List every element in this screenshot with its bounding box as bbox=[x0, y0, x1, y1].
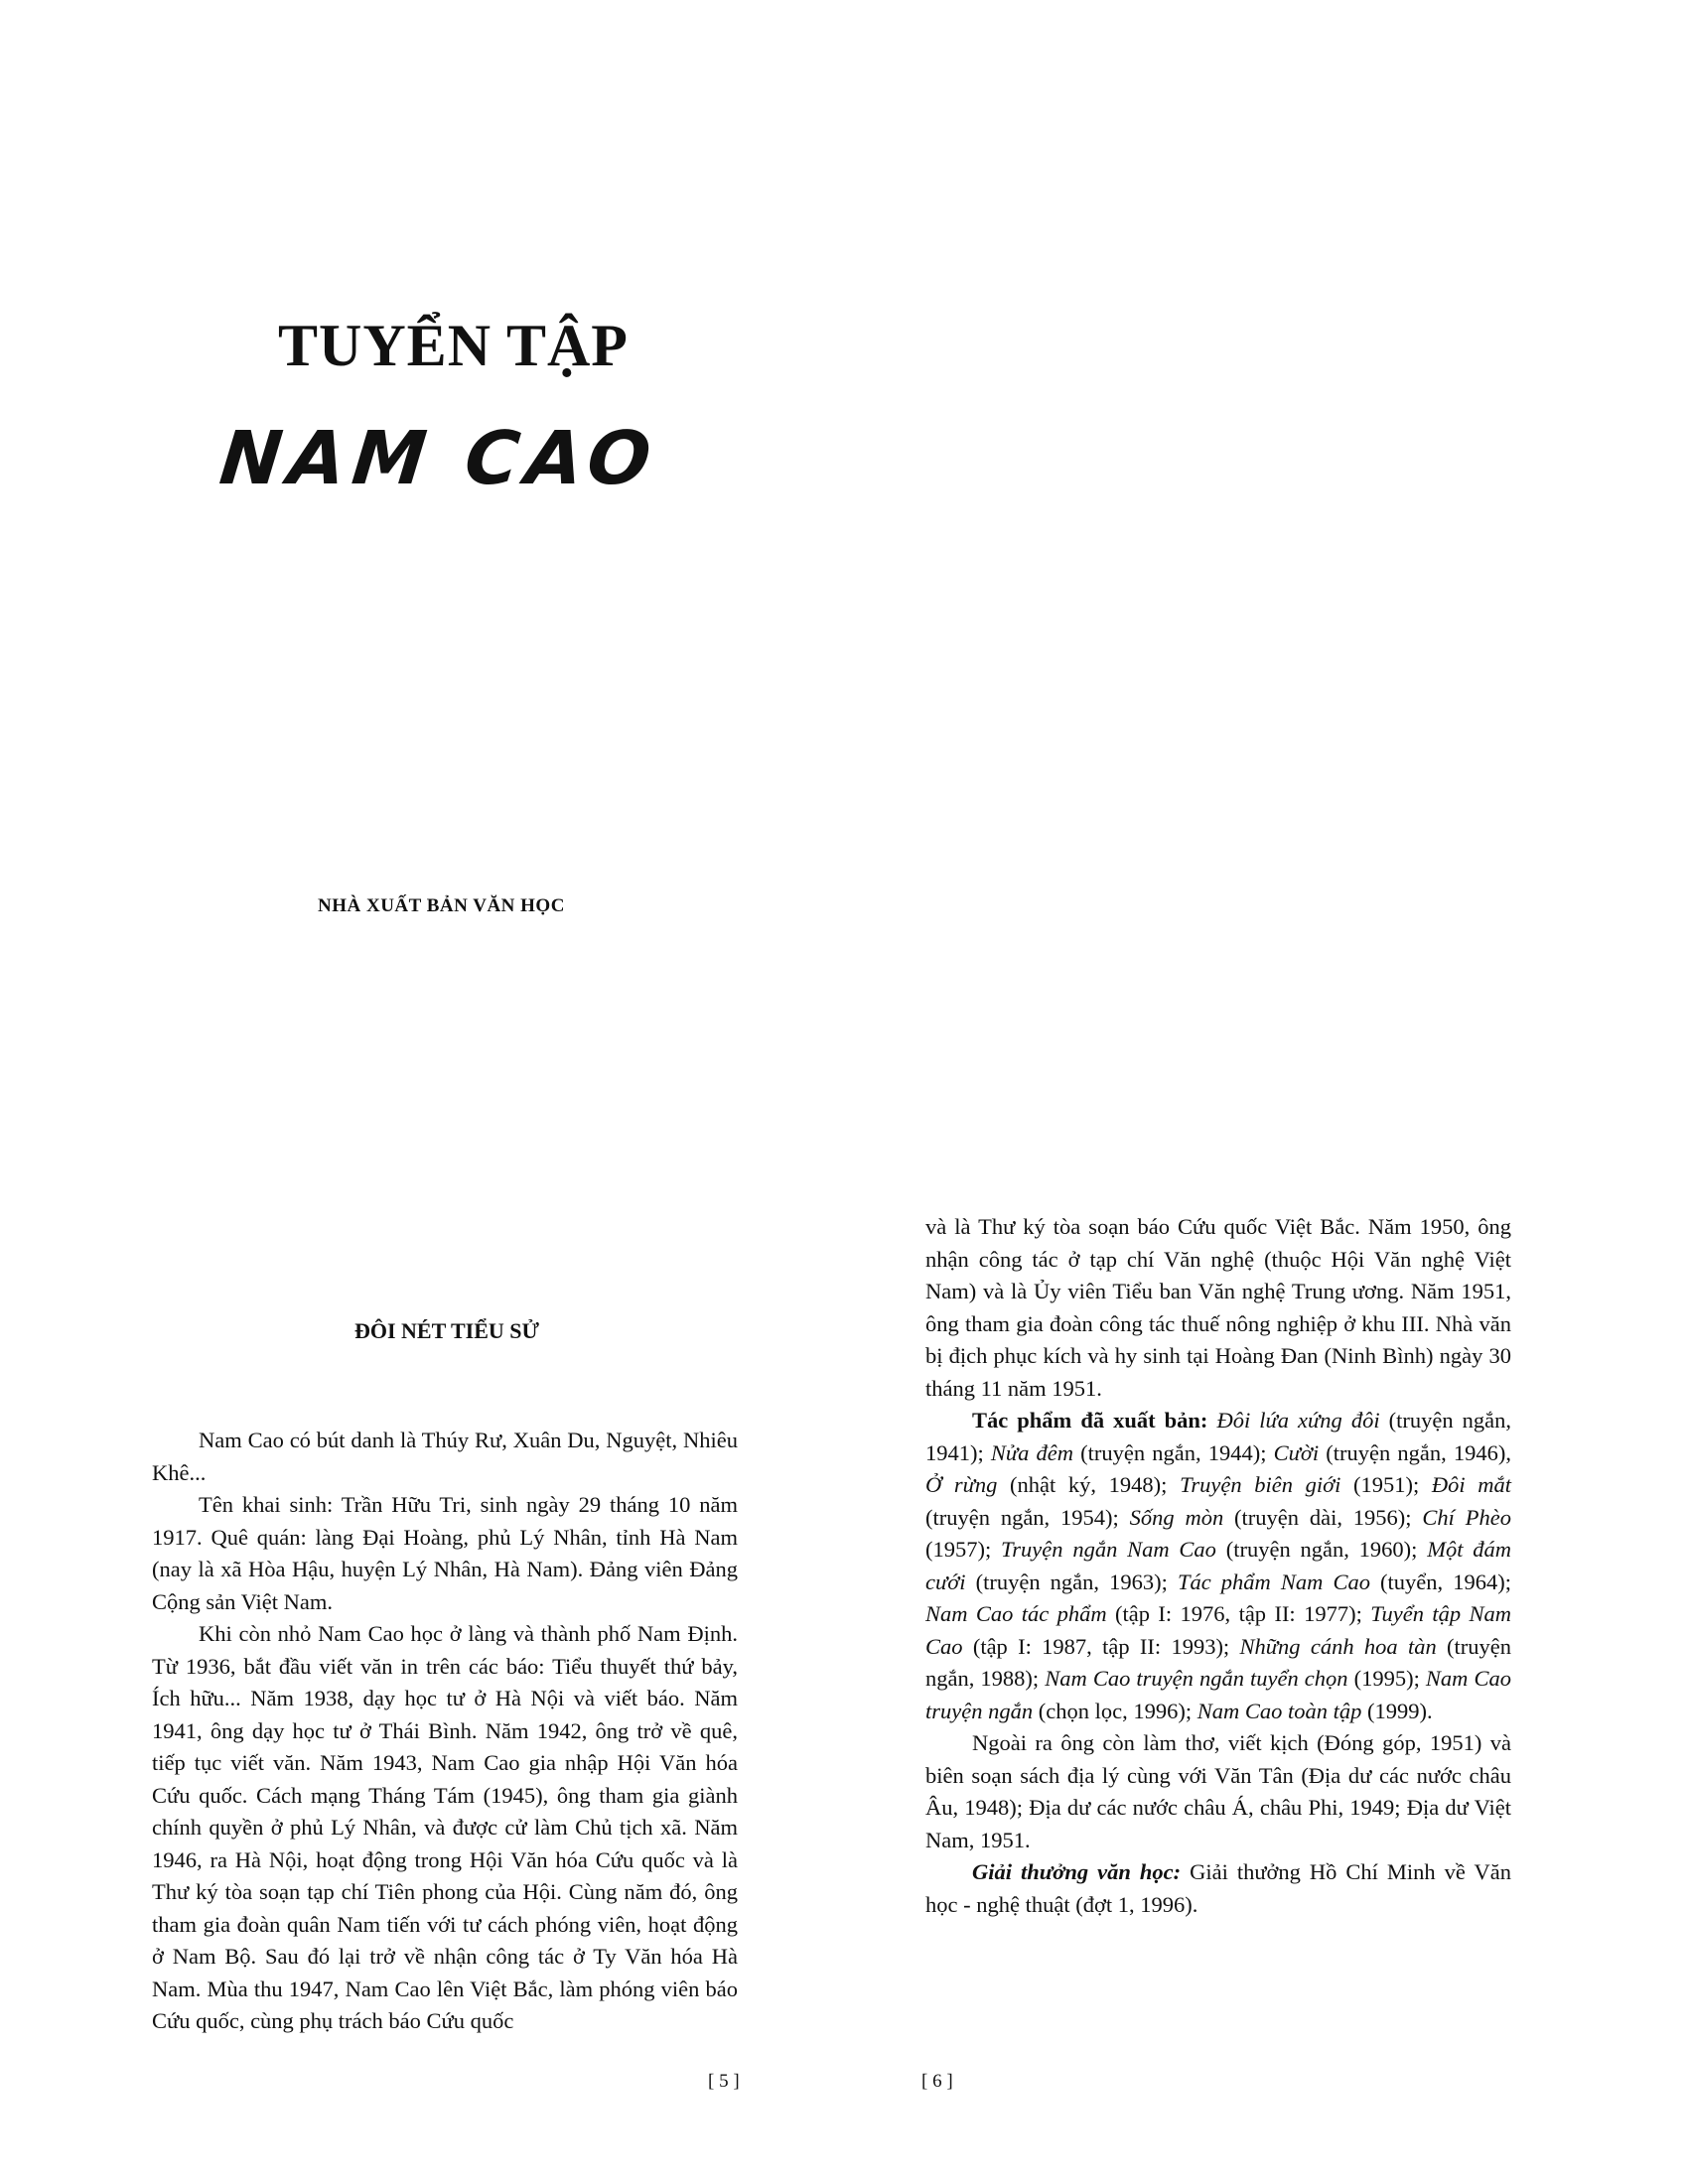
book-title: TUYỂN TẬP bbox=[278, 313, 629, 378]
award-paragraph bbox=[925, 1856, 1511, 1921]
work-detail: (truyện ngắn, 1944); bbox=[1073, 1439, 1274, 1465]
bio-paragraph-continuation: và là Thư ký tòa soạn báo Cứu quốc Việt Bắc. Năm 1950, ông nhận công tác ở tạp chí Văn nghệ (thuộc Hội Văn nghệ Việt Nam) và là Ủy viên Tiểu ban Văn nghệ Trung ương. Năm 1951, ông tham gia đoàn công tác thuế nông nghiệp ở khu III. Nhà văn bị địch phục kích và hy sinh tại Hoàng Đan (Ninh Bình) ngày 30 tháng 11 năm 1951. bbox=[925, 1214, 1511, 1401]
work-detail: (tập I: 1987, tập II: 1993); bbox=[962, 1633, 1240, 1659]
work-detail: (truyện ngắn, 1988); bbox=[925, 1633, 1511, 1691]
works-list bbox=[925, 1408, 1511, 1723]
left-column bbox=[152, 1425, 738, 2038]
work-title: Một đám cưới bbox=[925, 1537, 1511, 1594]
award-label: Giải thưởng văn học: bbox=[972, 1859, 1182, 1884]
work-title: Ở rừng bbox=[925, 1472, 998, 1497]
work-title: Chí Phèo bbox=[1422, 1504, 1511, 1530]
work-title: Cười bbox=[1273, 1439, 1320, 1465]
work-detail: (tập I: 1976, tập II: 1977); bbox=[1106, 1601, 1371, 1626]
biography-heading: ĐÔI NÉT TIỂU SỬ bbox=[353, 1318, 540, 1343]
work-detail: (1957); bbox=[925, 1537, 1002, 1562]
work-title: Những cánh hoa tàn bbox=[1239, 1633, 1437, 1659]
award-text: Giải thưởng Hồ Chí Minh về Văn học - nghệ thuật (đợt 1, 1996). bbox=[925, 1859, 1511, 1917]
work-title: Nam Cao truyện ngắn tuyển chọn bbox=[1045, 1666, 1348, 1691]
work-title: Truyện biên giới bbox=[1180, 1472, 1341, 1497]
works-paragraph bbox=[925, 1405, 1511, 1727]
work-title: Sống mòn bbox=[1129, 1504, 1224, 1530]
work-detail: (1951); bbox=[1340, 1472, 1432, 1497]
book-author-title: NAM CAO bbox=[215, 416, 662, 501]
work-title: Nam Cao toàn tập bbox=[1196, 1698, 1362, 1723]
work-title: Đôi lứa xứng đôi bbox=[1216, 1408, 1380, 1433]
work-title: Truyện ngắn Nam Cao bbox=[1001, 1537, 1216, 1562]
work-detail: (truyện ngắn, 1960); bbox=[1215, 1537, 1428, 1562]
work-detail: (nhật ký, 1948); bbox=[997, 1472, 1181, 1497]
work-detail: (truyện ngắn, 1963); bbox=[965, 1569, 1178, 1594]
bio-paragraph-birth: Tên khai sinh: Trần Hữu Tri, sinh ngày 29 tháng 10 năm 1917. Quê quán: làng Đại Hoàng, phủ Lý Nhân, tỉnh Hà Nam (nay là xã Hòa Hậu, huyện Lý Nhân, Hà Nam). Đảng viên Đảng Cộng sản Việt Nam. bbox=[152, 1492, 738, 1614]
work-detail: (truyện ngắn, 1946), bbox=[1319, 1439, 1512, 1465]
work-detail: (1999). bbox=[1361, 1698, 1433, 1723]
page-number-right: [ 6 ] bbox=[921, 2071, 953, 2092]
publisher-name: NHÀ XUẤT BẢN VĂN HỌC bbox=[318, 895, 565, 916]
works-label: Tác phẩm đã xuất bản: bbox=[972, 1408, 1208, 1433]
bio-paragraph-career: Khi còn nhỏ Nam Cao học ở làng và thành phố Nam Định. Từ 1936, bắt đầu viết văn in trên các báo: Tiểu thuyết thứ bảy, Ích hữu... Năm 1938, dạy học tư ở Hà Nội và viết báo. Năm 1941, ông dạy học tư ở Thái Bình. Năm 1942, ông trở về quê, tiếp tục viết văn. Năm 1943, Nam Cao gia nhập Hội Văn hóa Cứu quốc. Cách mạng Tháng Tám (1945), ông tham gia giành chính quyền ở phủ Lý Nhân, và được cử làm Chủ tịch xã. Năm 1946, ra Hà Nội, hoạt động trong Hội Văn hóa Cứu quốc và là Thư ký tòa soạn tạp chí Tiên phong của Hội. Cùng năm đó, ông tham gia đoàn quân Nam tiến với tư cách phóng viên, hoạt động ở Nam Bộ. Sau đó lại trở về nhận công tác ở Ty Văn hóa Hà Nam. Mùa thu 1947, Nam Cao lên Việt Bắc, làm phóng viên báo Cứu quốc, cùng phụ trách báo Cứu quốc bbox=[152, 1621, 738, 2033]
work-title: Tuyển tập Nam Cao bbox=[925, 1601, 1511, 1659]
work-detail: (truyện ngắn, 1941); bbox=[925, 1408, 1511, 1465]
work-detail: (1995); bbox=[1347, 1666, 1426, 1691]
work-title: Đôi mắt bbox=[1431, 1472, 1512, 1497]
bio-paragraph-pen-names: Nam Cao có bút danh là Thúy Rư, Xuân Du, Nguyệt, Nhiêu Khê... bbox=[152, 1428, 738, 1485]
work-detail: (truyện dài, 1956); bbox=[1223, 1504, 1423, 1530]
work-detail: (tuyển, 1964); bbox=[1369, 1569, 1511, 1594]
work-title: Nửa đêm bbox=[990, 1439, 1074, 1465]
work-title: Nam Cao truyện ngắn bbox=[925, 1666, 1512, 1723]
work-detail: (chọn lọc, 1996); bbox=[1033, 1698, 1197, 1723]
page-number-left: [ 5 ] bbox=[708, 2071, 740, 2092]
right-column bbox=[925, 1211, 1511, 1921]
work-detail: (truyện ngắn, 1954); bbox=[925, 1504, 1130, 1530]
other-works-paragraph: Ngoài ra ông còn làm thơ, viết kịch (Đóng góp, 1951) và biên soạn sách địa lý cùng với Văn Tân (Địa dư các nước châu Âu, 1948); Địa dư các nước châu Á, châu Phi, 1949; Địa dư Việt Nam, 1951. bbox=[925, 1730, 1511, 1852]
work-title: Tác phẩm Nam Cao bbox=[1177, 1569, 1370, 1594]
work-title: Nam Cao tác phẩm bbox=[925, 1601, 1107, 1626]
